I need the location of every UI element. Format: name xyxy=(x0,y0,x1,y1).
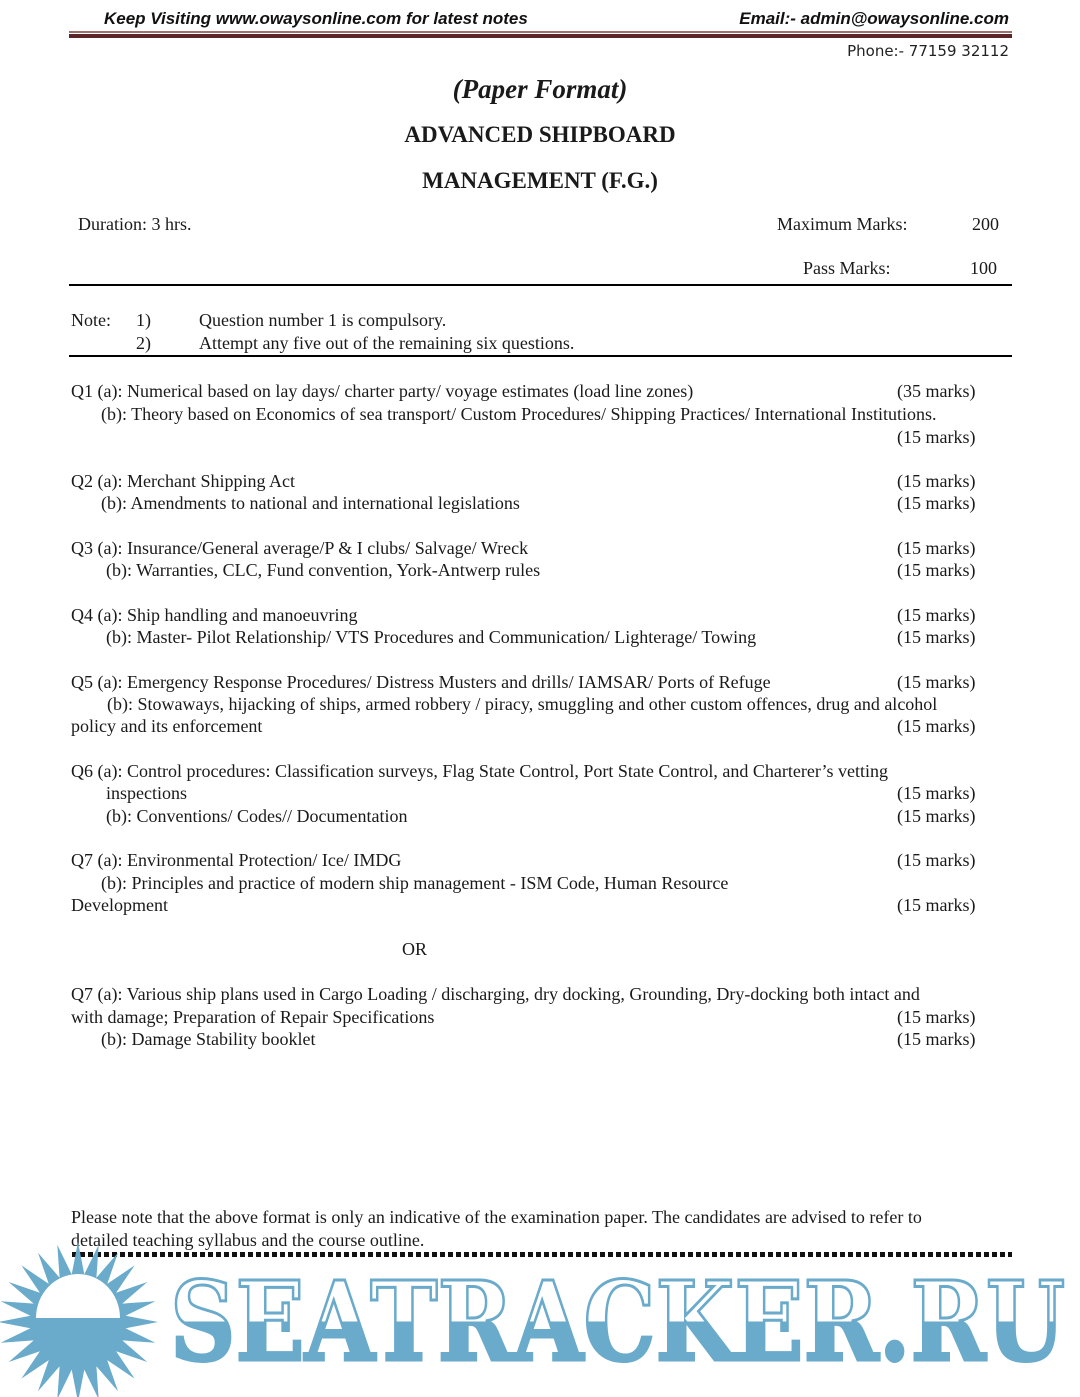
marks: (15 marks) xyxy=(897,716,976,736)
duration: Duration: 3 hrs. xyxy=(78,214,192,234)
question-line: (b): Theory based on Economics of sea transport/ Custom Procedures/ Shipping Practices/ International Institutions. xyxy=(101,404,937,424)
header-left-text: Keep Visiting www.owaysonline.com for latest notes xyxy=(104,9,528,28)
question-line: Q6 (a): Control procedures: Classification surveys, Flag State Control, Port State Control, and Charterer’s vetting xyxy=(71,761,889,781)
question-line: Q2 (a): Merchant Shipping Act xyxy=(71,471,295,491)
marks: (15 marks) xyxy=(897,806,976,826)
watermark-text: SEATRACKER.RU xyxy=(170,1257,1065,1386)
marks: (15 marks) xyxy=(897,1029,976,1049)
watermark-logo xyxy=(0,1240,1080,1397)
marks: (15 marks) xyxy=(897,493,976,513)
question-line: with damage; Preparation of Repair Specifications xyxy=(71,1007,435,1027)
subject-title-line1: ADVANCED SHIPBOARD xyxy=(404,122,676,147)
question-line: (b): Conventions/ Codes// Documentation xyxy=(106,806,408,826)
question-line: (b): Stowaways, hijacking of ships, armed robbery / piracy, smuggling and other custom offences, drug and alcohol xyxy=(107,694,938,714)
marks: (15 marks) xyxy=(897,895,976,915)
max-marks-value: 200 xyxy=(972,214,999,234)
question-line: inspections xyxy=(106,783,187,803)
divider xyxy=(69,355,1012,357)
footer-note: Please note that the above format is only an indicative of the examination paper. The candidates are advised to refer to xyxy=(71,1207,922,1227)
note-text: Question number 1 is compulsory. xyxy=(199,310,447,330)
question-line: (b): Principles and practice of modern ship management - ISM Code, Human Resource xyxy=(101,873,729,893)
header-email: Email:- admin@owaysonline.com xyxy=(739,9,1009,28)
divider xyxy=(69,284,1012,286)
marks: (15 marks) xyxy=(897,605,976,625)
marks: (15 marks) xyxy=(897,1007,976,1027)
marks: (15 marks) xyxy=(897,538,976,558)
question-line: (b): Amendments to national and international legislations xyxy=(101,493,520,513)
marks: (15 marks) xyxy=(897,560,976,580)
question-line: Q7 (a): Various ship plans used in Cargo Loading / discharging, dry docking, Grounding, Dry-docking both intact and xyxy=(71,984,920,1004)
header-rule-thin xyxy=(69,31,1012,33)
marks: (15 marks) xyxy=(897,471,976,491)
header-rule-thick xyxy=(69,34,1012,38)
question-line: Q4 (a): Ship handling and manoeuvring xyxy=(71,605,358,625)
max-marks-label: Maximum Marks: xyxy=(777,214,908,234)
question-line: Q3 (a): Insurance/General average/P & I clubs/ Salvage/ Wreck xyxy=(71,538,529,558)
marks: (15 marks) xyxy=(897,783,976,803)
question-line: (b): Master- Pilot Relationship/ VTS Procedures and Communication/ Lighterage/ Towing xyxy=(106,627,757,647)
sun-icon xyxy=(0,1242,158,1397)
question-line: Q7 (a): Environmental Protection/ Ice/ IMDG xyxy=(71,850,402,870)
question-line: Q5 (a): Emergency Response Procedures/ Distress Musters and drills/ IAMSAR/ Ports of Refuge xyxy=(71,672,771,692)
question-line: (b): Damage Stability booklet xyxy=(101,1029,316,1049)
marks: (15 marks) xyxy=(897,627,976,647)
question-line: policy and its enforcement xyxy=(71,716,263,736)
marks: (15 marks) xyxy=(897,672,976,692)
header-phone: Phone:- 77159 32112 xyxy=(847,42,1009,60)
question-line: Q1 (a): Numerical based on lay days/ charter party/ voyage estimates (load line zones) xyxy=(71,381,694,401)
question-line: Development xyxy=(71,895,168,915)
note-label: Note: xyxy=(71,310,111,330)
pass-marks-value: 100 xyxy=(970,258,997,278)
or-separator: OR xyxy=(402,939,428,959)
subject-title-line2: MANAGEMENT (F.G.) xyxy=(422,168,658,193)
pass-marks-label: Pass Marks: xyxy=(803,258,891,278)
question-line: (b): Warranties, CLC, Fund convention, York-Antwerp rules xyxy=(106,560,541,580)
note-num: 1) xyxy=(136,310,151,330)
paper-format-title: (Paper Format) xyxy=(452,74,628,104)
footer-note: detailed teaching syllabus and the course outline. xyxy=(71,1230,425,1250)
marks: (15 marks) xyxy=(897,427,976,447)
note-text: Attempt any five out of the remaining six questions. xyxy=(199,333,575,353)
marks: (35 marks) xyxy=(897,381,976,401)
marks: (15 marks) xyxy=(897,850,976,870)
note-num: 2) xyxy=(136,333,151,353)
